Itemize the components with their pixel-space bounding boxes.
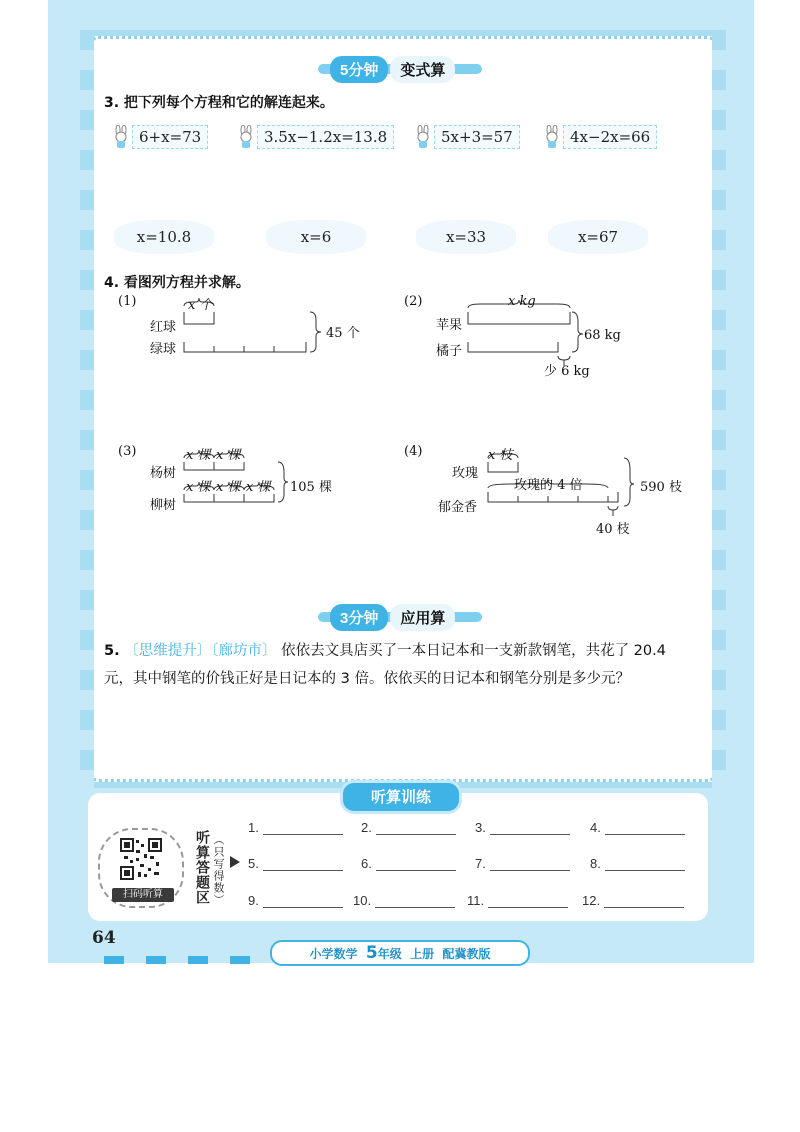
solution-1[interactable]: x=10.8 [114, 220, 214, 254]
diagram-1-row2: 绿球 [150, 342, 177, 357]
equation-1[interactable]: 6+x=73 [112, 124, 208, 150]
diagram-2-row1: 苹果 [436, 318, 463, 333]
qr-code-icon [120, 838, 162, 880]
answer-blank-2[interactable]: 2. [361, 820, 456, 835]
answer-blank-4[interactable]: 4. [590, 820, 685, 835]
diagram-2-total: 68 kg [584, 328, 621, 343]
diagram-2-row2: 橘子 [436, 344, 463, 359]
footer-decoration [188, 956, 208, 964]
solution-3[interactable]: x=33 [416, 220, 516, 254]
answer-blank-1[interactable]: 1. [248, 820, 343, 835]
diagram-4-extra: 40 枝 [596, 522, 630, 537]
answer-blank-9[interactable]: 9. [248, 893, 343, 908]
diagram-3-number: (3) [118, 444, 137, 459]
listening-title: 听算训练 [340, 780, 462, 814]
diagram-3-total: 105 棵 [290, 480, 332, 495]
answer-blank-11[interactable]: 11. [467, 893, 568, 908]
answer-blank-5[interactable]: 5. [248, 856, 343, 871]
answer-blank-8[interactable]: 8. [590, 856, 685, 871]
question-5-text: 依依去文具店买了一本日记本和一支新款钢笔，共花了 20.4 元，其中钢笔的价钱正好是日记本的 3 倍。依依买的日记本和钢笔分别是多少元？ [104, 643, 666, 687]
section-time: 3分钟 [330, 604, 388, 631]
diagram-4-row2: 郁金香 [438, 500, 478, 515]
answer-blank-6[interactable]: 6. [361, 856, 456, 871]
solution-4[interactable]: x=67 [548, 220, 648, 254]
footer-grade: 5 [365, 943, 378, 963]
footer-subject: 小学数学 [309, 947, 358, 961]
footer-grade-unit: 年级 [377, 947, 402, 961]
bunny-icon [237, 125, 255, 149]
diagram-1-unit: x 个 [188, 298, 213, 313]
bunny-icon [414, 125, 432, 149]
answer-blank-10[interactable]: 10. [353, 893, 455, 908]
diagram-3-unit-1: x 棵 [186, 448, 211, 463]
footer-volume: 上册 [410, 947, 435, 961]
section-title: 应用算 [390, 604, 455, 631]
equation-4[interactable]: 4x−2x=66 [543, 124, 657, 150]
tag-thinking: 〔思维提升〕 [124, 643, 212, 659]
diagram-4-total: 590 枝 [640, 480, 682, 495]
diagram-2-less: 少 6 kg [544, 364, 590, 379]
answer-blank-12[interactable]: 12. [582, 893, 684, 908]
diagram-3-unit-4: x 棵 [216, 480, 241, 495]
equation-2[interactable]: 3.5x−1.2x=13.8 [237, 124, 394, 150]
question-5-number: 5. [104, 643, 120, 659]
question-4-title: 4. 看图列方程并求解。 [104, 275, 250, 291]
diagram-1-total: 45 个 [326, 326, 360, 341]
diagram-1-number: (1) [118, 294, 137, 309]
tag-city: 〔廊坊市〕 [211, 643, 277, 659]
diagram-1-row1: 红球 [150, 320, 177, 335]
wavy-border-right [712, 30, 726, 788]
equation-3[interactable]: 5x+3=57 [414, 124, 520, 150]
answer-area-label: 听算答题区 [194, 830, 210, 905]
diagram-2-number: (2) [404, 294, 423, 309]
answer-blank-3[interactable]: 3. [475, 820, 570, 835]
footer-decoration [146, 956, 166, 964]
bunny-icon [543, 125, 561, 149]
arrow-icon [230, 856, 240, 868]
section-header-2 [330, 604, 455, 630]
question-5 [104, 637, 674, 693]
question-3-title: 3. 把下列每个方程和它的解连起来。 [104, 95, 334, 111]
answer-area-note: （只写得数） [212, 834, 225, 906]
diagram-3-unit-3: x 棵 [186, 480, 211, 495]
diagram-3-row2: 柳树 [150, 498, 177, 513]
qr-label: 扫码听算 [112, 888, 174, 902]
wavy-border-left [80, 30, 94, 788]
diagram-4-unit: x 枝 [488, 448, 513, 463]
diagram-2-unit: x kg [508, 294, 536, 309]
footer-decoration [104, 956, 124, 964]
section-header-1 [330, 56, 455, 82]
footer-decoration [230, 956, 250, 964]
diagram-3-unit-2: x 棵 [216, 448, 241, 463]
section-title: 变式算 [390, 56, 455, 83]
footer-book-info [270, 940, 530, 966]
page-number: 64 [92, 928, 116, 948]
diagram-4-number: (4) [404, 444, 423, 459]
diagram-3-row1: 杨树 [150, 466, 177, 481]
section-time: 5分钟 [330, 56, 388, 83]
diagram-4-row1: 玫瑰 [452, 466, 479, 481]
diagram-4-mid: 玫瑰的 4 倍 [514, 478, 583, 493]
bunny-icon [112, 125, 130, 149]
answer-blank-7[interactable]: 7. [475, 856, 570, 871]
diagram-3-unit-5: x 棵 [246, 480, 271, 495]
footer-edition: 配冀教版 [442, 947, 491, 961]
solution-2[interactable]: x=6 [266, 220, 366, 254]
